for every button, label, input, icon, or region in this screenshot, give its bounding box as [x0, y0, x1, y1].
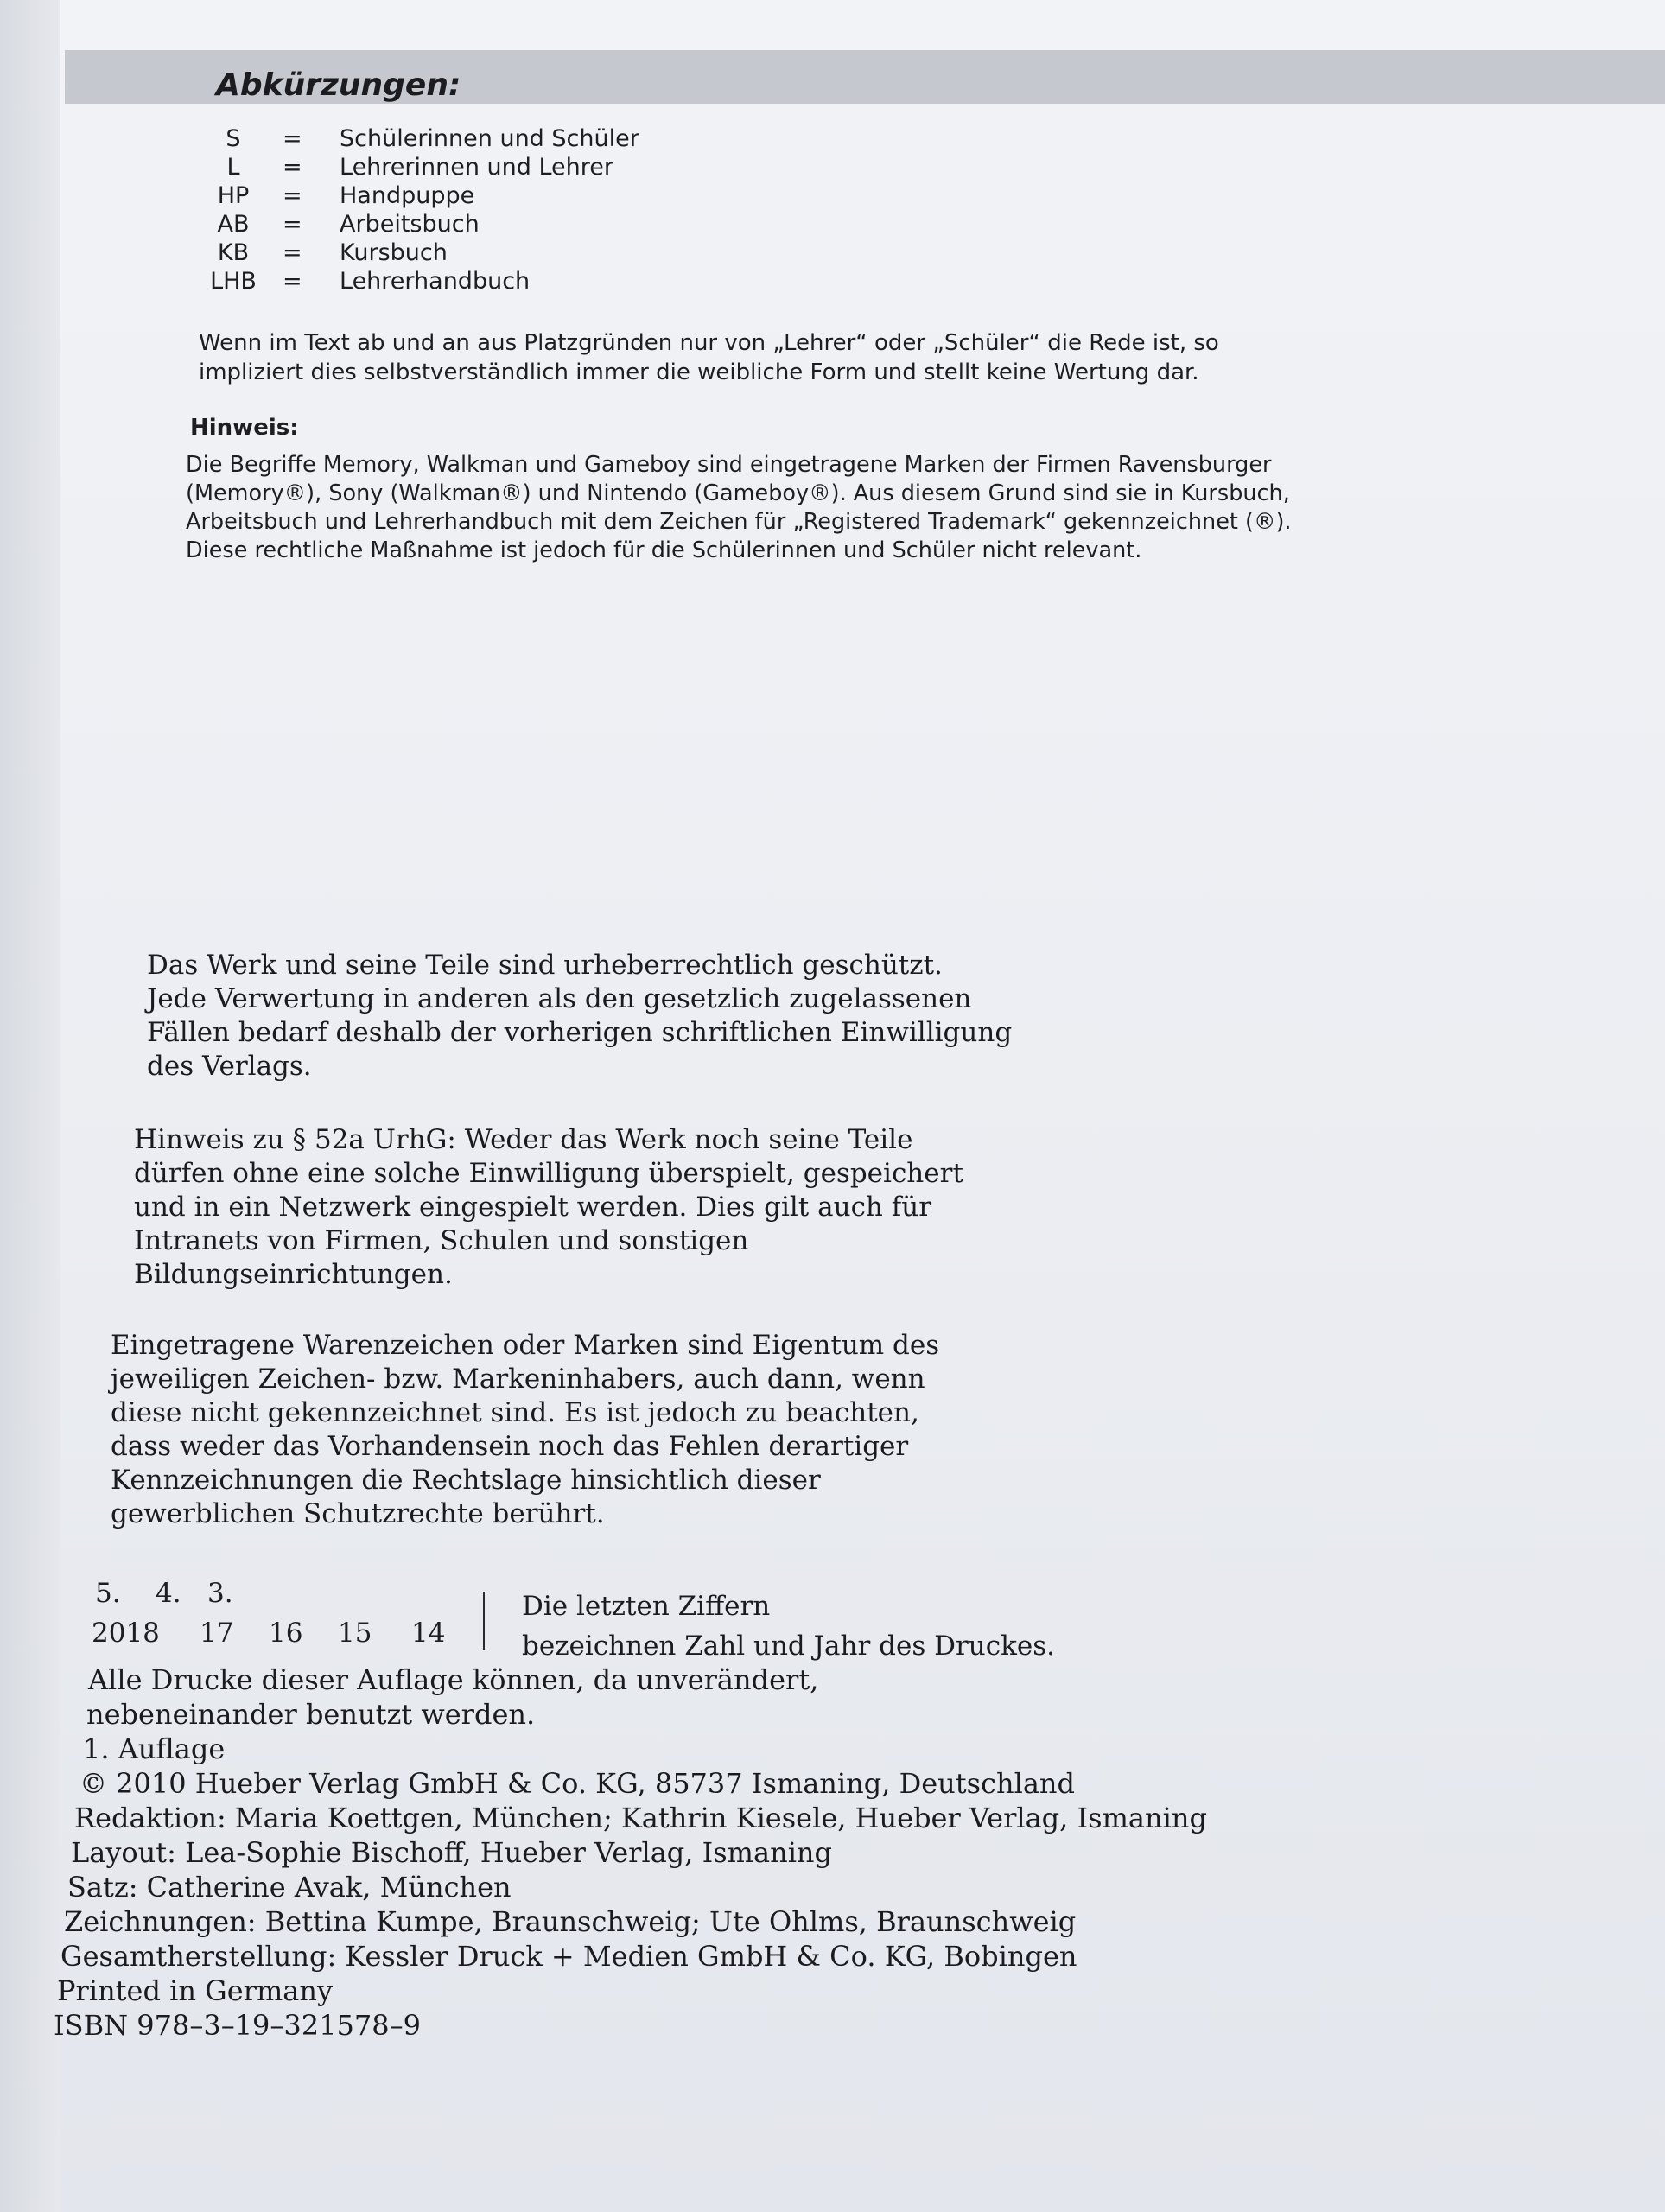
hinweis-line: Diese rechtliche Maßnahme ist jedoch für die Schülerinnen und Schüler nicht relevant. [186, 537, 1142, 563]
urhg-notice-line: und in ein Netzwerk eingespielt werden. Dies gilt auch für [134, 1192, 932, 1223]
abbreviation-equals: = [283, 239, 302, 266]
abbreviation-key: KB [217, 239, 250, 266]
print-line-divider [483, 1592, 485, 1650]
trademark-notice-line: jeweiligen Zeichen- bzw. Markeninhabers, auch dann, wenn [111, 1363, 925, 1395]
trademark-notice-line: gewerblichen Schutzrechte berührt. [111, 1498, 605, 1529]
edition-number: 3. [207, 1578, 233, 1609]
gender-note [199, 328, 1219, 387]
abbreviation-value: Arbeitsbuch [340, 211, 480, 238]
copyright-notice-line: Jede Verwertung in anderen als den gesetzlich zugelassenen [147, 983, 972, 1014]
year-number: 14 [411, 1618, 446, 1649]
illustration-credit: Zeichnungen: Bettina Kumpe, Braunschweig; Ute Ohlms, Braunschweig [64, 1905, 1077, 1938]
abbreviation-value: Kursbuch [340, 239, 448, 266]
isbn: ISBN 978–3–19–321578–9 [54, 2009, 421, 2042]
copyright-notice-line: des Verlags. [147, 1051, 312, 1082]
printed-in: Printed in Germany [57, 1974, 334, 2007]
copyright-line: © 2010 Hueber Verlag GmbH & Co. KG, 85737 Ismaning, Deutschland [79, 1767, 1075, 1800]
edition-numbers [95, 1578, 233, 1609]
print-line-note-line: Die letzten Ziffern [522, 1591, 771, 1622]
year-number: 2018 [92, 1618, 160, 1649]
edition-label: 1. Auflage [83, 1732, 226, 1765]
print-line-note-line: bezeichnen Zahl und Jahr des Druckes. [522, 1630, 1056, 1662]
edition-number: 5. [95, 1578, 121, 1609]
abbreviation-equals: = [283, 211, 302, 238]
edition-number: 4. [156, 1578, 181, 1609]
year-number: 15 [338, 1618, 372, 1649]
imprint [54, 1662, 1207, 2043]
urhg-notice-line: Intranets von Firmen, Schulen und sonstigen [134, 1225, 749, 1256]
trademark-notice-line: Kennzeichnungen die Rechtslage hinsichtlich dieser [111, 1465, 821, 1496]
trademark-notice-line: Eingetragene Warenzeichen oder Marken sind Eigentum des [111, 1330, 940, 1361]
hinweis-paragraph [186, 451, 1292, 565]
abbreviation-equals: = [283, 268, 302, 295]
abbreviation-value: Schülerinnen und Schüler [340, 125, 639, 152]
abbreviation-equals: = [283, 154, 302, 181]
urhg-notice-line: Bildungseinrichtungen. [134, 1259, 453, 1290]
abbreviation-key: AB [217, 211, 250, 238]
gender-note-line: impliziert dies selbstverständlich immer die weibliche Form und stellt keine Wertung dar. [199, 359, 1199, 385]
trademark-notice [111, 1329, 939, 1531]
urhg-notice-line: Hinweis zu § 52a UrhG: Weder das Werk noch seine Teile [134, 1124, 913, 1155]
section-title: Abkürzungen: [216, 67, 461, 103]
print-line-note [522, 1586, 1055, 1666]
typesetting-credit: Satz: Catherine Avak, München [67, 1871, 512, 1904]
hinweis-line: Arbeitsbuch und Lehrerhandbuch mit dem Zeichen für „Registered Trademark“ gekennzeichnet (®). [186, 509, 1292, 535]
editorial-credit: Redaktion: Maria Koettgen, München; Kathrin Kiesele, Hueber Verlag, Ismaning [74, 1802, 1207, 1834]
abbreviation-equals: = [283, 182, 302, 209]
production-credit: Gesamtherstellung: Kessler Druck + Medien GmbH & Co. KG, Bobingen [60, 1940, 1077, 1973]
urhg-notice [134, 1123, 963, 1292]
abbreviation-key: LHB [210, 268, 257, 295]
trademark-notice-line: diese nicht gekennzeichnet sind. Es ist jedoch zu beachten, [111, 1397, 919, 1428]
year-number: 16 [269, 1618, 303, 1649]
abbreviation-value: Handpuppe [340, 182, 475, 209]
hinweis-line: (Memory®), Sony (Walkman®) und Nintendo (Gameboy®). Aus diesem Grund sind sie in Kursbuch, [186, 480, 1290, 506]
year-number: 17 [200, 1618, 234, 1649]
gender-note-line: Wenn im Text ab und an aus Platzgründen nur von „Lehrer“ oder „Schüler“ die Rede ist, so [199, 330, 1219, 356]
page-edge-shadow [0, 0, 60, 2212]
year-numbers [92, 1618, 445, 1649]
imprint-line: nebeneinander benutzt werden. [86, 1698, 536, 1731]
hinweis-heading: Hinweis: [190, 415, 299, 441]
abbreviation-value: Lehrerhandbuch [340, 268, 531, 295]
urhg-notice-line: dürfen ohne eine solche Einwilligung überspielt, gespeichert [134, 1158, 963, 1189]
abbreviation-key: HP [217, 182, 250, 209]
abbreviation-value: Lehrerinnen und Lehrer [340, 154, 613, 181]
copyright-notice-line: Das Werk und seine Teile sind urheberrechtlich geschützt. [147, 950, 943, 981]
abbreviation-key: L [226, 154, 240, 181]
layout-credit: Layout: Lea-Sophie Bischoff, Hueber Verlag, Ismaning [71, 1836, 833, 1869]
hinweis-line: Die Begriffe Memory, Walkman und Gameboy sind eingetragene Marken der Firmen Ravensburger [186, 452, 1272, 478]
copyright-notice [147, 949, 1012, 1084]
abbreviation-key: S [226, 125, 241, 152]
copyright-notice-line: Fällen bedarf deshalb der vorherigen schriftlichen Einwilligung [147, 1017, 1013, 1048]
imprint-line: Alle Drucke dieser Auflage können, da unverändert, [88, 1663, 819, 1696]
trademark-notice-line: dass weder das Vorhandensein noch das Fehlen derartiger [111, 1431, 909, 1462]
abbreviation-equals: = [283, 125, 302, 152]
